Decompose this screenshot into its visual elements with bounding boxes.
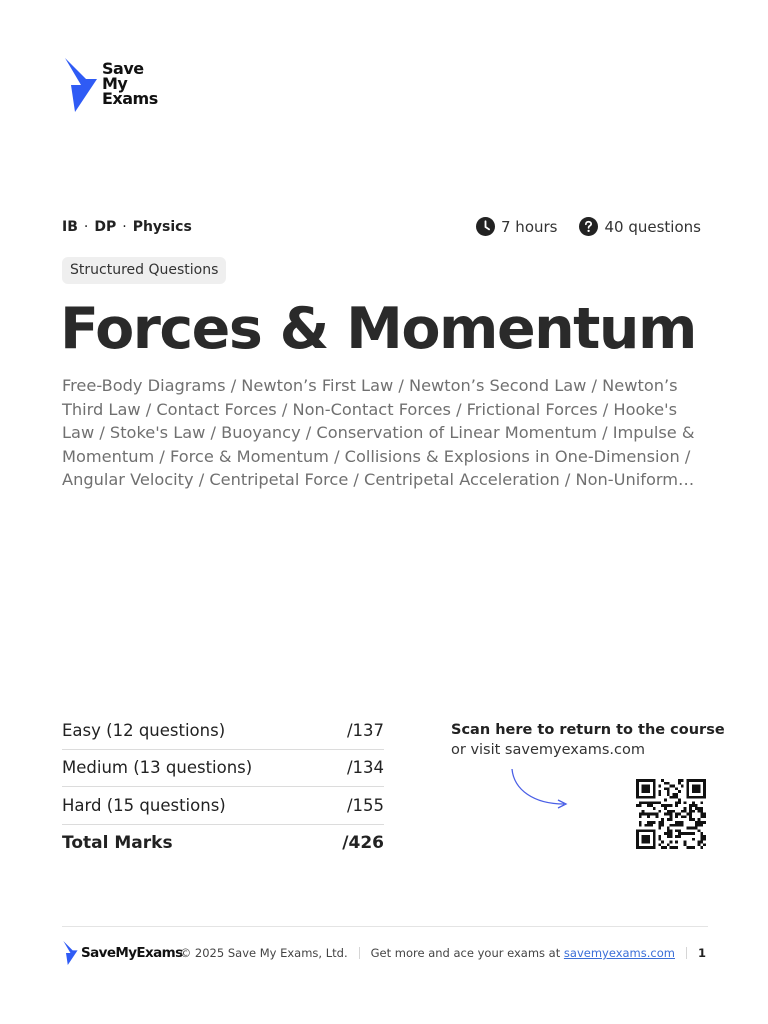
footer-cta [371,946,675,960]
footer-info [180,946,706,960]
scan-heading: Scan here to return to the course [451,722,725,738]
question-type-tag: Structured Questions [62,257,226,284]
qr-code[interactable] [634,779,708,849]
footer-site-link[interactable]: savemyexams.com [563,946,675,960]
brand-logo-text [102,61,158,106]
breadcrumb-separator: · [122,219,127,235]
lightning-bolt-icon [62,941,78,965]
footer-separator [686,947,687,959]
page-number: 1 [697,946,706,960]
marks-row-label: Easy (12 questions) [62,720,226,740]
breadcrumb [62,219,192,235]
footer-logo-text: SaveMyExams [81,945,183,961]
marks-row-total [62,825,384,862]
question-count-info [579,217,700,236]
footer-cta-text: Get more and ace your exams at [370,946,561,960]
marks-row-easy [62,712,384,750]
total-marks-value: /426 [342,832,384,853]
breadcrumb-item-dp: DP [94,219,117,235]
breadcrumb-item-physics: Physics [132,219,192,235]
marks-row-value: /137 [346,720,384,740]
footer-divider [62,926,708,927]
curved-arrow-icon [506,766,572,812]
marks-row-value: /155 [346,795,384,815]
marks-row-label: Medium (13 questions) [62,758,253,778]
scan-callout [451,722,725,758]
course-meta [476,217,701,236]
total-marks-label: Total Marks [62,832,173,853]
marks-row-value: /134 [346,758,384,778]
question-circle-icon [579,217,598,236]
topic-list: Free-Body Diagrams / Newton’s First Law / Newton’s Second Law / Newton’s Third Law / Contact Forces / Non-Contact Forces / Frictional Forces / Hooke's Law / Stoke's Law / Buoyancy / Conservation of Linear Momentum / Impulse & Momentum / Force & Momentum / Collisions & Explosions in One-Dimension / Angular Velocity / Centripetal Force / Centripetal Acceleration / Non-Uniform… [62,376,695,490]
marks-row-medium [62,750,384,788]
question-count-text: 40 questions [604,217,701,236]
duration-text: 7 hours [501,217,558,236]
page-title: Forces & Momentum [60,296,696,362]
marks-row-hard [62,787,384,825]
copyright-text: © 2025 Save My Exams, Ltd. [179,946,348,960]
breadcrumb-item-ib: IB [62,219,78,235]
marks-row-label: Hard (15 questions) [62,795,226,815]
logo-line-exams: Exams [102,89,158,108]
logo-line-save: Save [102,59,144,78]
clock-icon [476,217,495,236]
scan-subtext: or visit savemyexams.com [451,742,645,758]
footer-separator [359,947,360,959]
duration-info [476,217,557,236]
footer-logo [62,941,183,965]
marks-table [62,712,384,861]
brand-logo [62,58,158,112]
breadcrumb-separator: · [83,219,89,235]
lightning-bolt-icon [62,58,98,112]
logo-line-my: My [102,74,128,93]
